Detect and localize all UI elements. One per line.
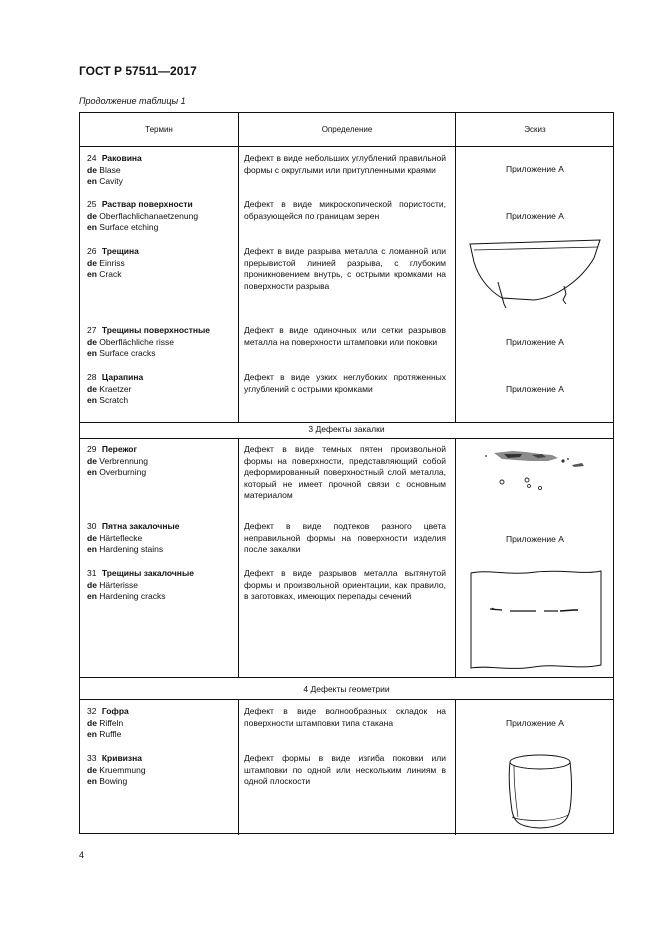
lang-de: de xyxy=(87,164,97,175)
row-divider xyxy=(80,699,613,700)
term-en: Hardening stains xyxy=(99,544,164,554)
term-ru: Трещины закалочные xyxy=(101,568,194,578)
term-en: Crack xyxy=(99,269,122,279)
defects-table xyxy=(79,112,614,834)
term-de: Oberflachlichanaetzenung xyxy=(99,210,199,221)
term-ru: Кривизна xyxy=(101,753,142,763)
row-divider xyxy=(80,677,613,678)
term-de: Verbrennung xyxy=(99,455,148,466)
row-divider xyxy=(80,438,613,439)
term-ru: Раствар поверхности xyxy=(101,199,193,209)
term-cell xyxy=(87,444,239,479)
bowing-sketch xyxy=(504,751,576,831)
term-ru: Трещины поверхностные xyxy=(101,325,210,335)
lang-de: de xyxy=(87,764,97,775)
definition-cell: Дефект в виде темных пятен произвольной формы на поверхности, представляющий собой деформированный поверхностный слой металла, который не имеет прочной связи с основным материалом xyxy=(244,444,446,500)
definition-cell: Дефект в виде узких неглубоких протяженных углублений с острыми кромками xyxy=(244,372,446,394)
term-de: Blase xyxy=(99,164,121,175)
term-en: Ruffle xyxy=(99,729,122,739)
lang-de: de xyxy=(87,532,97,543)
definition-cell: Дефект в виде одиночных или сетки разрывов металла на поверхности штамповки или поковки xyxy=(244,325,446,347)
header-sketch: Эскиз xyxy=(524,125,546,134)
term-en: Surface cracks xyxy=(99,348,156,358)
term-en: Bowing xyxy=(99,776,128,786)
lang-de: de xyxy=(87,455,97,466)
definition-cell: Дефект в виде разрыва металла с ломанной или прерывистой линией разрыва, с глубоким проникновением внутрь, с острыми кромками на поверхности разрыва xyxy=(244,246,446,291)
lang-en: en xyxy=(87,176,97,186)
crack-sketch xyxy=(468,238,604,310)
term-cell xyxy=(87,372,239,407)
lang-de: de xyxy=(87,717,97,728)
term-cell xyxy=(87,521,239,556)
lang-en: en xyxy=(87,544,97,554)
term-number: 29 xyxy=(87,444,97,454)
lang-en: en xyxy=(87,269,97,279)
lang-de: de xyxy=(87,336,97,347)
term-cell xyxy=(87,325,239,360)
term-cell xyxy=(87,706,239,741)
row-divider xyxy=(80,146,613,147)
term-de: Härterisse xyxy=(99,579,139,590)
term-ru: Гофра xyxy=(101,706,129,716)
appendix-reference: Приложение А xyxy=(506,534,564,544)
term-cell xyxy=(87,153,239,188)
term-number: 24 xyxy=(87,153,97,163)
section-heading-quenching: 3 Дефекты закалки xyxy=(308,424,385,434)
lang-en: en xyxy=(87,729,97,739)
lang-en: en xyxy=(87,591,97,601)
term-en: Hardening cracks xyxy=(99,591,166,601)
term-number: 32 xyxy=(87,706,97,716)
lang-de: de xyxy=(87,579,97,590)
term-de: Härteflecke xyxy=(99,532,143,543)
term-ru: Раковина xyxy=(101,153,142,163)
definition-cell: Дефект в виде небольших углублений правильной формы с округлыми или притупленными краями xyxy=(244,153,446,175)
term-ru: Царапина xyxy=(101,372,144,382)
lang-en: en xyxy=(87,467,97,477)
term-en: Overburning xyxy=(99,467,147,477)
hardening-cracks-sketch xyxy=(468,567,604,671)
appendix-reference: Приложение А xyxy=(506,211,564,221)
term-ru: Трещина xyxy=(101,246,139,256)
appendix-reference: Приложение А xyxy=(506,337,564,347)
definition-cell: Дефект формы в виде изгиба поковки или штамповки по одной или нескольким линиям в одной плоскости xyxy=(244,753,446,786)
term-de: Kruemmung xyxy=(99,764,146,775)
definition-cell: Дефект в виде подтеков разного цвета неправильной формы на поверхности изделия после закалки xyxy=(244,521,446,554)
lang-de: de xyxy=(87,257,97,268)
lang-en: en xyxy=(87,395,97,405)
row-divider xyxy=(80,422,613,423)
term-cell xyxy=(87,568,239,603)
lang-de: de xyxy=(87,210,97,221)
term-number: 28 xyxy=(87,372,97,382)
term-cell xyxy=(87,753,239,788)
lang-en: en xyxy=(87,222,97,232)
term-de: Riffeln xyxy=(99,717,124,728)
lang-de: de xyxy=(87,383,97,394)
appendix-reference: Приложение А xyxy=(506,718,564,728)
appendix-reference: Приложение А xyxy=(506,384,564,394)
term-ru: Пережог xyxy=(101,444,138,454)
term-de: Oberflächliche risse xyxy=(99,336,174,347)
term-cell xyxy=(87,199,239,234)
term-cell xyxy=(87,246,239,281)
term-number: 27 xyxy=(87,325,97,335)
table-caption: Продолжение таблицы 1 xyxy=(79,96,186,106)
term-de: Einriss xyxy=(99,257,125,268)
header-definition: Определение xyxy=(321,125,373,134)
definition-cell: Дефект в виде разрывов металла вытянутой формы и произвольной ориентации, как правило, в заготовках, имеющих перепады сечений xyxy=(244,568,446,601)
definition-cell: Дефект в виде микроскопической пористости, образующейся по границам зерен xyxy=(244,199,446,221)
term-number: 30 xyxy=(87,521,97,531)
term-number: 25 xyxy=(87,199,97,209)
term-number: 26 xyxy=(87,246,97,256)
lang-en: en xyxy=(87,776,97,786)
document-title: ГОСТ Р 57511—2017 xyxy=(79,64,197,78)
term-number: 33 xyxy=(87,753,97,763)
lang-en: en xyxy=(87,348,97,358)
term-de: Kraetzer xyxy=(99,383,132,394)
term-en: Surface etching xyxy=(99,222,159,232)
section-heading-geometry: 4 Дефекты геометрии xyxy=(303,684,390,694)
overburning-sketch xyxy=(468,443,604,511)
term-ru: Пятна закалочные xyxy=(101,521,180,531)
page-number: 4 xyxy=(79,850,85,860)
header-term: Термин xyxy=(145,125,173,134)
definition-cell: Дефект в виде волнообразных складок на поверхности штамповки типа стакана xyxy=(244,706,446,728)
appendix-reference: Приложение А xyxy=(506,164,564,174)
term-en: Cavity xyxy=(99,176,123,186)
column-divider xyxy=(455,113,456,422)
column-divider xyxy=(455,438,456,677)
term-number: 31 xyxy=(87,568,97,578)
term-en: Scratch xyxy=(99,395,129,405)
